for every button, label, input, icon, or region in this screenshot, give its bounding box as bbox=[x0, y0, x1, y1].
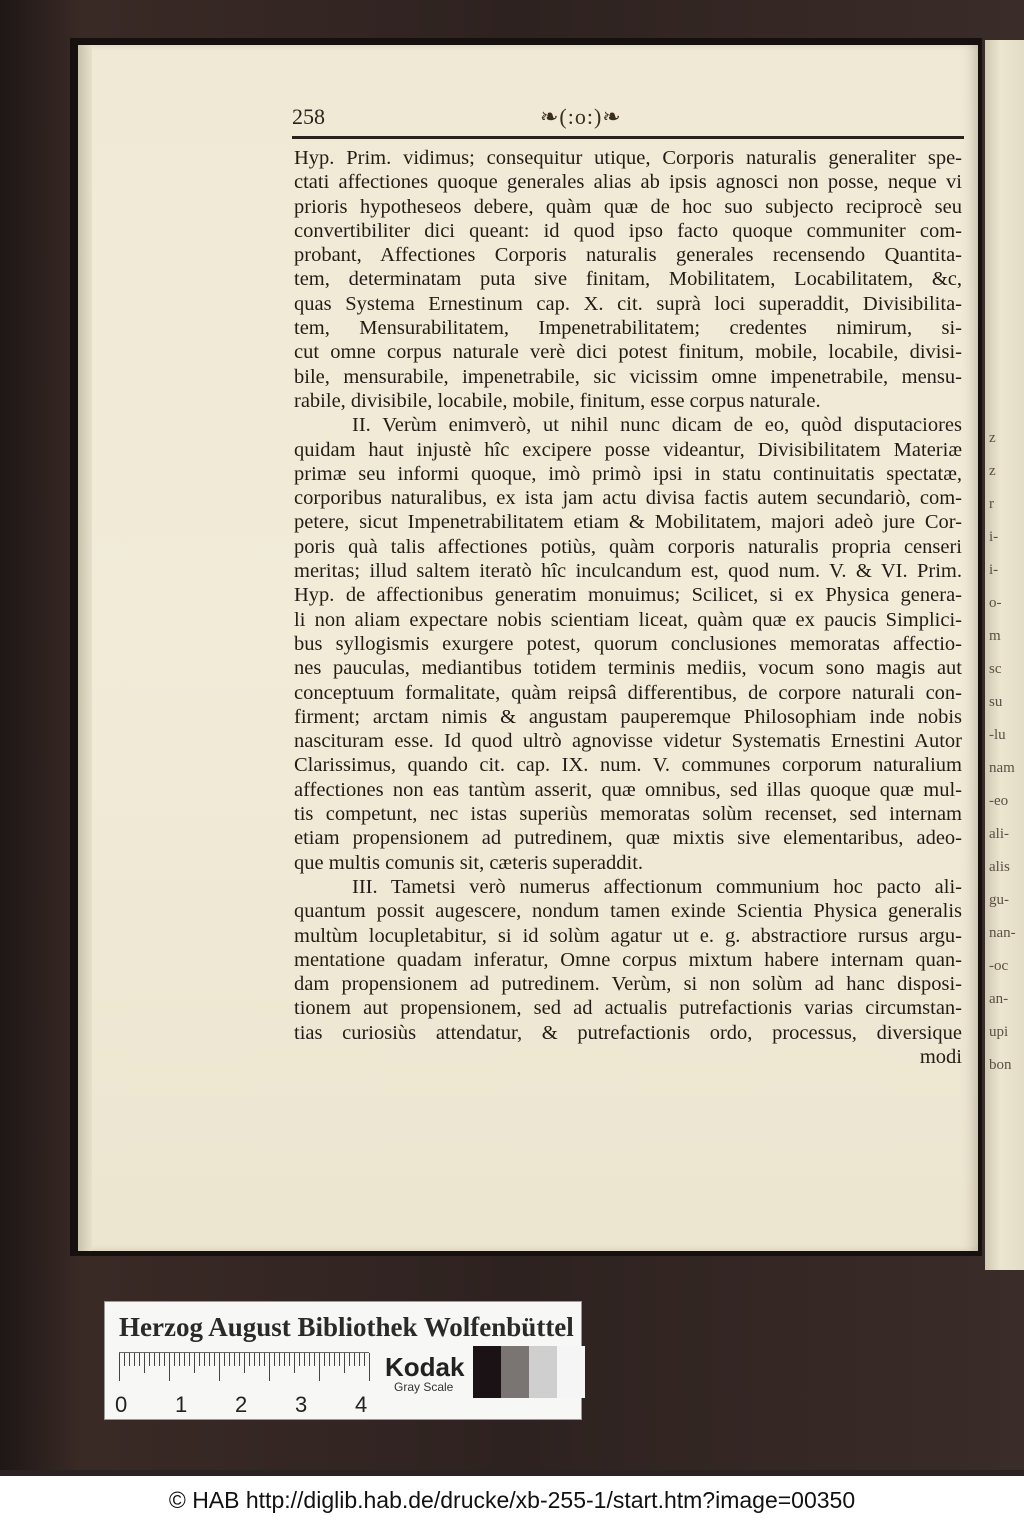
facing-page-fragment: an- bbox=[989, 991, 1009, 1007]
text-line: probant, Affectiones Corporis naturalis generales recensendo Quantita- bbox=[294, 244, 962, 267]
gray-swatch bbox=[501, 1346, 529, 1398]
text-line: Hyp. Prim. vidimus; consequitur utique, Corporis naturalis generaliter spe- bbox=[294, 147, 962, 169]
facing-page-fragment: -eo bbox=[989, 793, 1009, 809]
text-line: ctati affectiones quoque generales alias ab ipsis agnosci non posse, neque vi bbox=[294, 171, 962, 194]
text-line: bus syllogismis exurgere potest, quorum conclusiones memoratas affectio- bbox=[294, 632, 962, 655]
text-line: prioris hypotheseos debere, quàm quæ de hoc suo subjecto reciprocè seu bbox=[294, 195, 962, 218]
ruler-tick bbox=[179, 1353, 180, 1366]
ruler-tick bbox=[304, 1353, 305, 1366]
ruler-tick bbox=[209, 1353, 210, 1366]
facing-page-fragment: upi bbox=[989, 1024, 1009, 1040]
copyright-footer bbox=[0, 1476, 1024, 1525]
text-line: cut omne corpus naturale verè dici potest finitum, mobile, locabile, divisi- bbox=[294, 341, 962, 364]
ruler-tick bbox=[344, 1353, 345, 1373]
page-number: 258 bbox=[292, 104, 325, 129]
ruler-tick bbox=[349, 1353, 350, 1366]
ruler-numbers bbox=[115, 1392, 375, 1418]
ruler-tick bbox=[189, 1353, 190, 1366]
ruler-tick bbox=[244, 1353, 245, 1373]
text-line: quas Systema Ernestinum cap. X. cit. suprà loci superaddit, Divisibilita- bbox=[294, 292, 962, 315]
ruler-number: 4 bbox=[355, 1392, 368, 1417]
ruler-tick bbox=[139, 1353, 140, 1366]
ruler-number: 1 bbox=[175, 1392, 188, 1417]
page-body bbox=[294, 146, 962, 1069]
kodak-logo: Kodak bbox=[385, 1352, 465, 1382]
facing-page-fragment: z bbox=[989, 463, 996, 479]
ruler-tick bbox=[289, 1353, 290, 1366]
gray-swatch bbox=[557, 1346, 585, 1398]
facing-page-fragment: m bbox=[989, 628, 1001, 644]
ruler-tick bbox=[254, 1353, 255, 1366]
ruler-tick bbox=[294, 1353, 295, 1373]
text-line: petere, sicut Impenetrabilitatem etiam & Mobilitatem, majori adeò jure Cor- bbox=[294, 511, 962, 534]
ruler-number: 0 bbox=[115, 1392, 128, 1417]
ruler-tick bbox=[149, 1353, 150, 1366]
text-line: tis competunt, nec istas superiùs memoratas solùm recenset, sed internam bbox=[294, 803, 962, 826]
ruler-tick bbox=[134, 1353, 135, 1366]
catchword: modi bbox=[919, 1045, 962, 1068]
ruler-tick bbox=[224, 1353, 225, 1366]
facing-page-fragment: ali- bbox=[989, 826, 1009, 842]
text-line: tionem aut propensionem, sed ad actualis putrefactionis varias circumstan- bbox=[294, 997, 962, 1020]
text-line: mentatione quadam inferatur, Omne corpus mixtum habere internam quan- bbox=[294, 948, 962, 971]
gray-swatch bbox=[473, 1346, 501, 1398]
text-line: meritas; illud saltem iteratò hîc inculcandum est, quod num. V. & VI. Prim. bbox=[294, 560, 962, 583]
ruler-tick bbox=[249, 1353, 250, 1366]
facing-page-fragment: -oc bbox=[989, 958, 1009, 974]
text-line: rabile, divisibile, locabile, mobile, finitum, esse corpus naturale. bbox=[294, 389, 821, 412]
ruler-tick bbox=[119, 1353, 120, 1381]
facing-page-fragment: o- bbox=[989, 595, 1002, 611]
copyright-link[interactable]: © HAB http://diglib.hab.de/drucke/xb-255-1/start.htm?image=00350 bbox=[168, 1487, 856, 1513]
facing-page-fragment: i- bbox=[989, 562, 999, 578]
text-line: li non aliam expectare nobis scientiam liceat, quàm quæ ex paucis Simplici- bbox=[294, 608, 962, 631]
text-line: poris quà talis affectiones potiùs, quàm corporis naturalis propria censeri bbox=[294, 535, 962, 558]
ruler-tick bbox=[159, 1353, 160, 1366]
page-gutter bbox=[78, 45, 92, 1251]
text-line: dam propensionem ad putredinem. Verùm, si non solùm ad hanc disposi- bbox=[294, 973, 962, 996]
text-line: affectiones non eas tantùm asserit, quæ omnibus, sed illas quoque quæ mul- bbox=[294, 778, 962, 801]
ruler-tick bbox=[174, 1353, 175, 1366]
facing-page-fragment: su bbox=[989, 694, 1003, 710]
ruler-tick bbox=[329, 1353, 330, 1366]
ruler-tick bbox=[299, 1353, 300, 1366]
text-line: tias curiosiùs attendatur, & putrefactionis ordo, processus, diversique bbox=[294, 1021, 962, 1044]
ruler-tick bbox=[264, 1353, 265, 1366]
text-line: multùm locupletabitur, si id solùm agatur ut e. g. abstractiore rursus argu- bbox=[294, 924, 962, 947]
ruler-tick bbox=[229, 1353, 230, 1366]
ruler-tick bbox=[309, 1353, 310, 1366]
facing-page-fragment: r bbox=[989, 496, 994, 512]
text-line: que multis comunis sit, cæteris superaddit. bbox=[294, 851, 644, 874]
ruler-tick bbox=[279, 1353, 280, 1366]
text-line: Hyp. de affectionibus generatim monuimus; Scilicet, si ex Physica genera- bbox=[294, 584, 962, 607]
ruler-tick bbox=[164, 1353, 165, 1366]
text-line: nes pauculas, mediantibus totidem terminis mediis, vocum sono magis aut bbox=[294, 657, 962, 680]
facing-page-fragment: alis bbox=[989, 859, 1010, 875]
ruler-tick bbox=[219, 1353, 220, 1381]
measurement-ruler bbox=[119, 1352, 369, 1383]
ruler-number: 2 bbox=[235, 1392, 248, 1417]
ruler-tick bbox=[354, 1353, 355, 1366]
text-line: quidam haut injustè hîc excipere posse videantur, Divisibilitatem Materiæ bbox=[294, 438, 962, 461]
facing-page-fragment: bon bbox=[989, 1057, 1012, 1073]
header-ornament: ❧(:o:)❧ bbox=[540, 104, 622, 129]
ruler-tick bbox=[184, 1353, 185, 1366]
ruler-tick bbox=[369, 1353, 370, 1381]
library-name: Herzog August Bibliothek Wolfenbüttel bbox=[119, 1312, 574, 1342]
facing-page-fragment: -lu bbox=[989, 727, 1006, 743]
text-line: etiam propensionem ad putredinem, quæ mixtis sive elementaribus, adeo- bbox=[294, 827, 962, 850]
ruler-tick bbox=[364, 1353, 365, 1366]
ruler-tick bbox=[314, 1353, 315, 1366]
ruler-tick bbox=[359, 1353, 360, 1366]
ruler-tick bbox=[274, 1353, 275, 1366]
facing-page-fragment: gu- bbox=[989, 892, 1009, 908]
ruler-tick bbox=[239, 1353, 240, 1366]
facing-page-edge bbox=[985, 40, 1024, 1270]
kodak-grayscale-label: Gray Scale bbox=[394, 1380, 454, 1394]
running-header bbox=[292, 104, 964, 140]
ruler-tick bbox=[124, 1353, 125, 1366]
facing-page-fragment: i- bbox=[989, 529, 999, 545]
ruler-tick bbox=[319, 1353, 320, 1381]
text-line: bile, mensurabile, impenetrabile, sic vicissim omne impenetrabile, mensu- bbox=[294, 365, 962, 388]
ruler-tick bbox=[214, 1353, 215, 1366]
archive-label bbox=[104, 1301, 582, 1420]
facing-page-fragment: z bbox=[989, 430, 996, 446]
facing-page-fragment: sc bbox=[989, 661, 1002, 677]
text-line: primæ seu informi quoque, imò primò ipsi in statu continuitatis spectatæ, bbox=[294, 462, 962, 485]
ruler-tick bbox=[204, 1353, 205, 1366]
ruler-tick bbox=[194, 1353, 195, 1373]
text-line: corporibus naturalibus, ex ista jam actu divisa factis autem secundariò, com- bbox=[294, 487, 962, 510]
text-line: firment; arctam nimis & angustam pauperemque Philosophiam inde nobis bbox=[294, 705, 962, 728]
text-line: quantum possit augescere, nondum tamen exinde Scientia Physica generalis bbox=[294, 900, 962, 923]
ruler-tick bbox=[169, 1353, 170, 1381]
ruler-tick bbox=[324, 1353, 325, 1366]
header-rule bbox=[292, 136, 964, 139]
ruler-tick bbox=[154, 1353, 155, 1366]
ruler-tick bbox=[339, 1353, 340, 1366]
text-line: conceptuum formalitate, quàm reipsâ differentibus, de corpore naturali con- bbox=[294, 681, 962, 704]
facing-page-fragment: nam bbox=[989, 760, 1015, 776]
text-line: convertibiliter dici queant: id quod ipso facto quoque communiter com- bbox=[294, 219, 962, 242]
ruler-tick bbox=[334, 1353, 335, 1366]
text-line: Clarissimus, quando cit. cap. IX. num. V. communes corporum naturalium bbox=[294, 754, 962, 777]
ruler-tick bbox=[199, 1353, 200, 1366]
ruler-tick bbox=[144, 1353, 145, 1373]
text-line: tem, determinatam puta sive finitam, Mobilitatem, Locabilitatem, &c, bbox=[294, 268, 962, 291]
facing-page-fragment: nan- bbox=[989, 925, 1016, 941]
text-line: nascituram esse. Id quod ultrò agnovisse videtur Systematis Ernestini Autor bbox=[294, 730, 962, 753]
ruler-number: 3 bbox=[295, 1392, 308, 1417]
text-line: tem, Mensurabilitatem, Impenetrabilitatem; credentes nimirum, si- bbox=[294, 317, 962, 340]
ruler-tick bbox=[259, 1353, 260, 1366]
ruler-tick bbox=[284, 1353, 285, 1366]
text-line: III. Tametsi verò numerus affectionum communium hoc pacto ali- bbox=[352, 875, 962, 898]
gray-swatch bbox=[529, 1346, 557, 1398]
ruler-tick bbox=[269, 1353, 270, 1381]
ruler-tick bbox=[129, 1353, 130, 1366]
text-line: II. Verùm enimverò, ut nihil nunc dicam de eo, quòd disputaciores bbox=[352, 414, 962, 437]
ruler-tick bbox=[234, 1353, 235, 1366]
